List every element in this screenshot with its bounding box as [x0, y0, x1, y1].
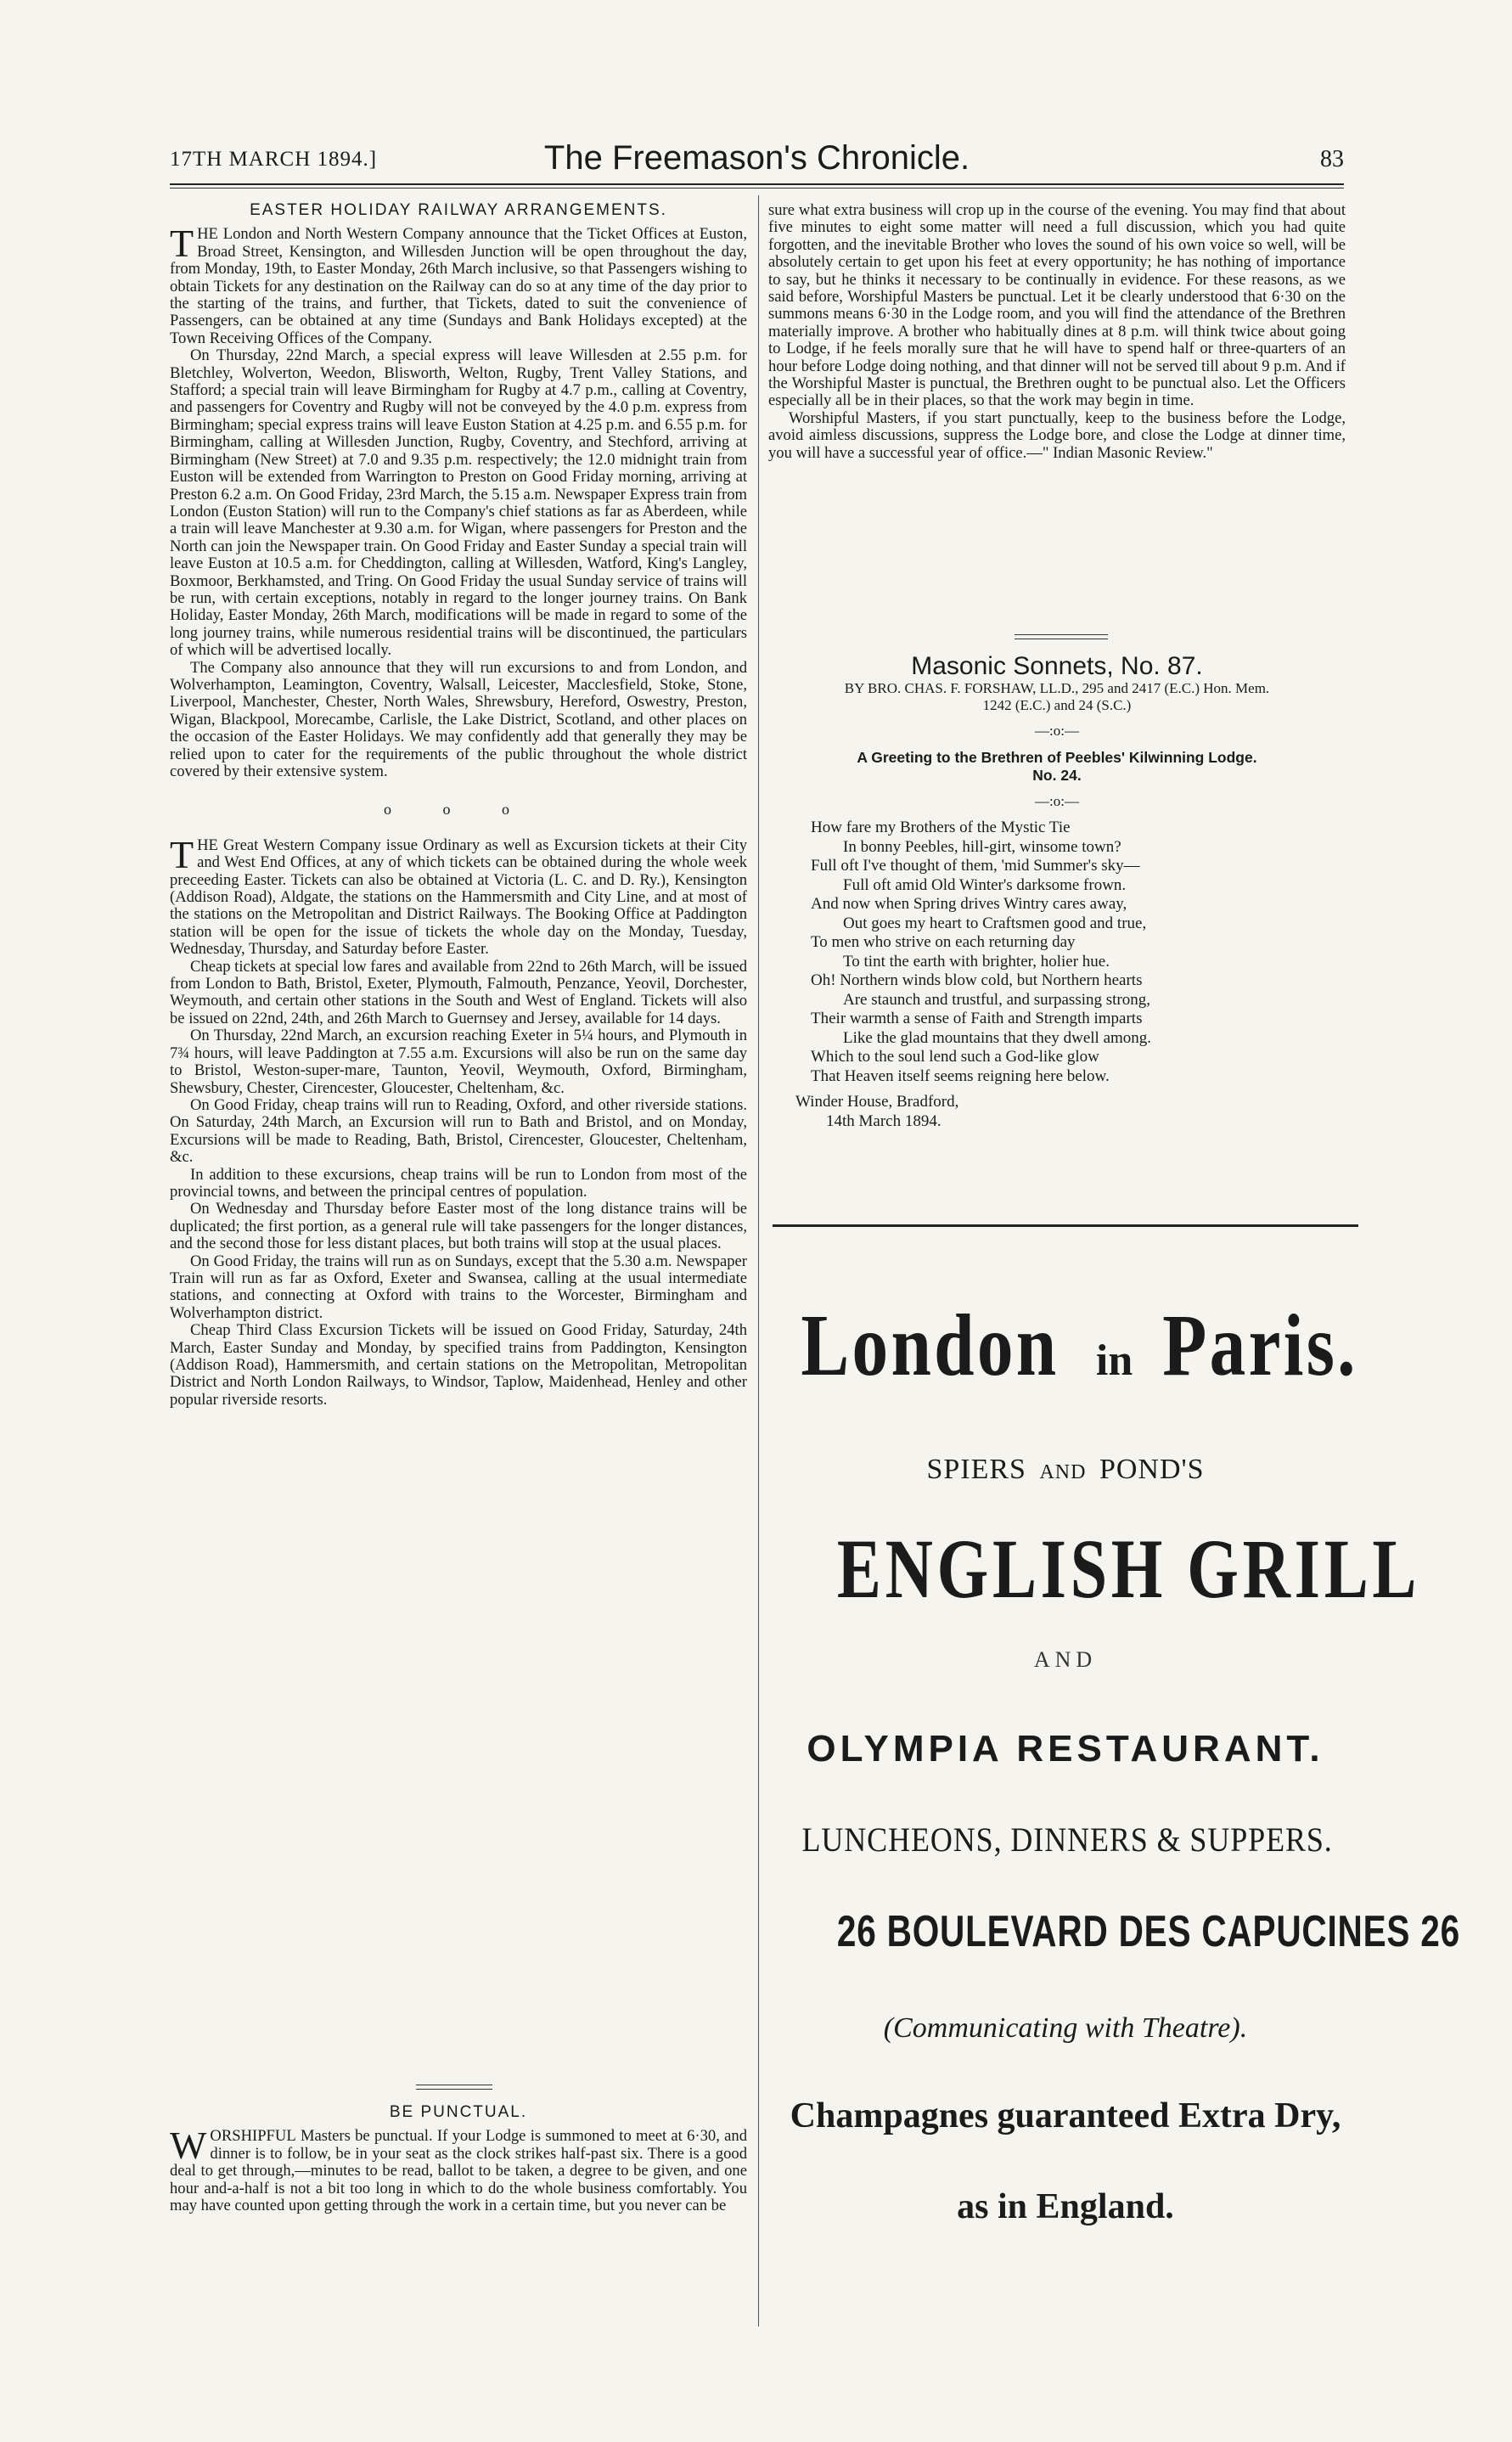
poem-line: Like the glad mountains that they dwell among. [843, 1028, 1152, 1047]
subtitle-line-1: A Greeting to the Brethren of Peebles' Kilwinning Lodge. [857, 748, 1257, 766]
poem-line: Are staunch and trustful, and surpassing strong, [843, 990, 1150, 1009]
gwr-p1-text: HE Great Western Company issue Ordinary as well as Excursion tickets at their City and West End Offices, at any of which tickets can be obtained during the whole week preceeding Easter. Tickets can also be obtained at Victoria (L. C. and D. Ry.), Kensington (Addison Road), Aldgate, the stations on the Hammersmith and City Line, and at most of the stations on the Metropolitan and District Railways. The Booking Office at Paddington station will be open for the issue of tickets the whole day on the Monday, Tuesday, Wednesday, Thursday, and Saturday before Easter. [170, 836, 747, 959]
byline-line-1: BY BRO. CHAS. F. FORSHAW, LL.D., 295 and 2417 (E.C.) Hon. Mem. [844, 680, 1270, 697]
poem-line: Full oft I've thought of them, 'mid Summer's sky— [811, 857, 1140, 875]
separator: —:o:— [1035, 792, 1079, 809]
drop-cap: W [170, 2124, 207, 2168]
ad-in: in [1095, 1336, 1133, 1385]
ad-luncheons: LUNCHEONS, DINNERS & SUPPERS. [801, 1820, 1333, 1859]
sonnet-poem [811, 819, 1346, 1086]
section-ornament: o o o [384, 801, 533, 819]
poem-line: Out goes my heart to Craftsmen good and true, [843, 914, 1147, 932]
sonnet-rule [1015, 634, 1108, 635]
punctual-paragraph-2: Worshipful Masters, if you start punctually, keep to the business before the Lodge, avoid aimless discussions, suppress the Lodge bore, and close the Lodge at dinner time, you will have a successful year of office.—" Indian Masonic Review." [768, 408, 1346, 462]
ad-england: as in England. [957, 2187, 1174, 2226]
sonnet-byline [768, 680, 1346, 714]
drop-cap: T [170, 222, 194, 266]
right-column [768, 202, 1346, 462]
page-header [170, 139, 1344, 182]
poem-line: Oh! Northern winds blow cold, but Northern hearts [811, 971, 1143, 990]
sonnet-subtitle [768, 749, 1346, 785]
ad-and-small: AND [1039, 1461, 1087, 1483]
poem-line: To men who strive on each returning day [811, 933, 1076, 952]
ad-spiers-ponds [773, 1454, 1358, 1486]
gwr-paragraph-8: Cheap Third Class Excursion Tickets will be issued on Good Friday, Saturday, 24th March, Easter Sunday and Monday, by specified trains from Paddington, Kensington (Addison Road), Hammersmith, and certain stations on the Metropolitan, Metropolitan District and North London Railways, to Windsor, Taplow, Maidenhead, Henley and other popular riverside resorts. [170, 1321, 747, 1409]
separator: —:o:— [1035, 723, 1079, 740]
gwr-paragraph-2: Cheap tickets at special low fares and available from 22nd to 26th March, will be issued from London to Bath, Bristol, Exeter, Plymouth, Falmouth, Penzance, Yeovil, Dorchester, Weymouth, and certain other stations in the South and West of England. Tickets will also be issued on 22nd, 24th, and 26th March to Guernsey and Jersey, available for 14 days. [170, 957, 747, 1027]
poem-line: Which to the soul lend such a God-like glow [811, 1048, 1099, 1066]
publication-title: The Freemason's Chronicle. [543, 139, 970, 177]
gwr-paragraph-7: On Good Friday, the trains will run as on Sundays, except that the 5.30 a.m. Newspaper Train will run as far as Oxford, Exeter and Swansea, calling at the usual intermediate stations, and connecting at Oxford with trains to the Worcester, Birmingham and Wolverhampton district. [170, 1252, 747, 1322]
gwr-paragraph-1 [170, 832, 747, 959]
advert-rule [773, 1224, 1358, 1227]
gwr-paragraph-5: In addition to these excursions, cheap trains will be run to London from most of the provincial towns, and between the principal centres of population. [170, 1165, 747, 1201]
ad-english-grill: ENGLISH GRILL [836, 1522, 1421, 1616]
gwr-paragraph-4: On Good Friday, cheap trains will run to Reading, Oxford, and other riverside stations. On Saturday, 24th March, an Excursion will run to Bath and Bristol, and on Monday, Excursions will be made to Reading, Bath, Bristol, Cirencester, Gloucester, Cheltenham, &c. [170, 1095, 747, 1167]
drop-cap: T [170, 832, 194, 876]
poem-line: To tint the earth with brighter, holier hue. [843, 952, 1110, 971]
easter-p1-text: HE London and North Western Company announce that the Ticket Offices at Euston, Broad Street, Kensington, and Willesden Junction will be open throughout the day, from Monday, 19th, to Easter Monday, 26th March inclusive, so that Passengers wishing to obtain Tickets for any destination on the Railway can do so at any time of the day prior to the starting of the trains, and further, that Tickets, dated to suit the convenience of Passengers, can be obtained at any time (Sundays and Bank Holidays excepted) at the Town Receiving Offices of the Company. [170, 225, 747, 347]
gwr-paragraph-6: On Wednesday and Thursday before Easter most of the long distance trains will be duplicated; the first portion, as a general rule will take passengers for the longer distances, and the second those for less distant places, but both trains will stop at the usual places. [170, 1200, 747, 1253]
punctual-continued: sure what extra business will crop up in the course of the evening. You may find that about five minutes to eight some matter will need a full discussion, which you had quite forgotten, and the inevitable Brother who loves the sound of his own voice so well, will be absolutely certain to get upon his feet at every opportunity; he has nothing of importance to say, but he thinks it necessary to be continually in evidence. For these reasons, as we said before, Worshipful Masters be punctual. Let it be clearly understood that 6·30 on the summons means 6·30 in the Lodge room, and you will find the attendance of the Brethren materially improve. A brother who habitually dines at 8 p.m. will think twice about going to Lodge, if he feels morally sure that he will have to spend half or three-quarters of an hour before Lodge doing nothing, and that dinner will not be served till about 9 p.m. And if the Worshipful Master is punctual, the Brethren ought to be punctual also. Let the Officers especially all be in their places, so that the work may begin in time. [768, 201, 1346, 410]
subtitle-line-2: No. 24. [1032, 766, 1082, 784]
poem-line: Their warmth a sense of Faith and Strength imparts [811, 1010, 1143, 1028]
ad-london: London [801, 1297, 1060, 1394]
header-rule [170, 183, 1344, 185]
poem-line: In bonny Peebles, hill-girt, winsome town? [843, 837, 1121, 856]
punctual-paragraph-1 [170, 2124, 747, 2215]
ad-paris: Paris. [1162, 1297, 1359, 1394]
easter-paragraph-3: The Company also announce that they will run excursions to and from London, and Wolverhampton, Leamington, Coventry, Walsall, Leicester, Macclesfield, Stoke, Stone, Liverpool, Manchester, Chester, North Wales, Shrewsbury, Hereford, Oswestry, Preston, Wigan, Blackpool, Morecambe, Carlisle, the Lake District, Scotland, and other places on the occasion of the Easter Holidays. We may confidently add that generally they may be relied upon to cater for the requirements of the public throughout the whole district covered by their extensive system. [170, 658, 747, 780]
poem-line: How fare my Brothers of the Mystic Tie [811, 819, 1071, 837]
sonnet-block [768, 652, 1346, 1131]
easter-paragraph-1 [170, 222, 747, 347]
poem-line: And now when Spring drives Wintry cares away, [811, 895, 1127, 914]
ad-and-ornate: AND [1033, 1647, 1098, 1672]
ad-address: 26 BOULEVARD DES CAPUCINES 26 [836, 1907, 1460, 1956]
easter-heading: EASTER HOLIDAY RAILWAY ARRANGEMENTS. [250, 201, 667, 219]
sonnet-date: 14th March 1894. [826, 1111, 941, 1130]
page-number: 83 [1320, 146, 1344, 172]
sonnet-place: Winder House, Bradford, [795, 1093, 959, 1111]
byline-line-2: 1242 (E.C.) and 24 (S.C.) [982, 697, 1132, 714]
punctual-rule [416, 2089, 492, 2090]
left-column [170, 202, 747, 1409]
punctual-heading: BE PUNCTUAL. [389, 2103, 528, 2121]
issue-date: 17TH MARCH 1894.] [170, 148, 378, 171]
punctual-column-left [170, 2104, 747, 2214]
ad-olympia: OLYMPIA RESTAURANT. [807, 1728, 1324, 1770]
punctual-p1-text: Masters be punctual. If your Lodge is summoned to meet at 6·30, and dinner is to follow, be in your seat as the clock strikes half-past six. There is a good deal to get through,—minutes to be read, ballot to be taken, a degree to be given, and one hour and-a-half is not a bit too long in which to do the whole business comfortably. You may have counted upon getting through the work in a certain time, but you never can be [170, 2127, 747, 2215]
sonnet-signoff [795, 1093, 1346, 1131]
column-divider [758, 195, 759, 2327]
gwr-paragraph-3: On Thursday, 22nd March, an excursion reaching Exeter in 5¼ hours, and Plymouth in 7¾ hours, will leave Paddington at 7.55 a.m. Excursions will also be run on the same day to Bristol, Weston-super-mare, Taunton, Yeovil, Weymouth, Oxford, Birmingham, Shewsbury, Chester, Cirencester, Gloucester, Cheltenham, &c. [170, 1027, 747, 1097]
ad-london-in-paris [773, 1295, 1358, 1405]
sonnet-title: Masonic Sonnets, No. 87. [911, 652, 1203, 680]
ad-ponds: POND'S [1099, 1454, 1205, 1485]
punctual-lead-word: ORSHIPFUL [210, 2127, 296, 2146]
ad-spiers: SPIERS [926, 1454, 1026, 1485]
poem-line: Full oft amid Old Winter's darksome frown. [843, 875, 1127, 894]
ad-champagnes: Champagnes guaranteed Extra Dry, [790, 2096, 1341, 2135]
easter-paragraph-2: On Thursday, 22nd March, a special express will leave Willesden at 2.55 p.m. for Bletchley, Wolverton, Weedon, Blisworth, Welton, Rugby, Trent Valley Stations, and Stafford; a special train will leave Birmingham for Rugby at 4.7 p.m., calling at Coventry, and passengers for Coventry and Rugby will not be conveyed by the 4.0 p.m. express from Birmingham; special express trains will leave Euston Station at 4.25 p.m. and 6.55 p.m. for Birmingham, calling at Willesden Junction, Rugby, Coventry, and Stechford, arriving at Birmingham (New Street) at 7.0 and 9.35 p.m. respectively; the 12.0 midnight train from Euston will be extended from Warrington to Preston on Good Friday morning, arriving at Preston 6.2 a.m. On Good Friday, 23rd March, the 5.15 a.m. Newspaper Express train from London (Euston Station) will run to the Company's chief stations as far as Aberdeen, while a train will leave Manchester at 9.30 a.m. for Wigan, where passengers for Preston and the North can join the Newspaper train. On Good Friday and Easter Sunday a special train will leave Euston at 10.5 a.m. for Cheddington, calling at Willesden, Watford, King's Langley, Boxmoor, Berkhamsted, and Tring. On Good Friday the usual Sunday service of trains will be run, with certain exceptions, notably in regard to the longer journey trains. On Bank Holiday, Easter Monday, 26th March, modifications will be made in regard to some of the long journey trains, while numerous residential trains will be discontinued, the particulars of which will be advertised locally. [170, 346, 747, 660]
poem-line: That Heaven itself seems reigning here below. [811, 1066, 1110, 1085]
ad-communicating: (Communicating with Theatre). [883, 2012, 1248, 2044]
